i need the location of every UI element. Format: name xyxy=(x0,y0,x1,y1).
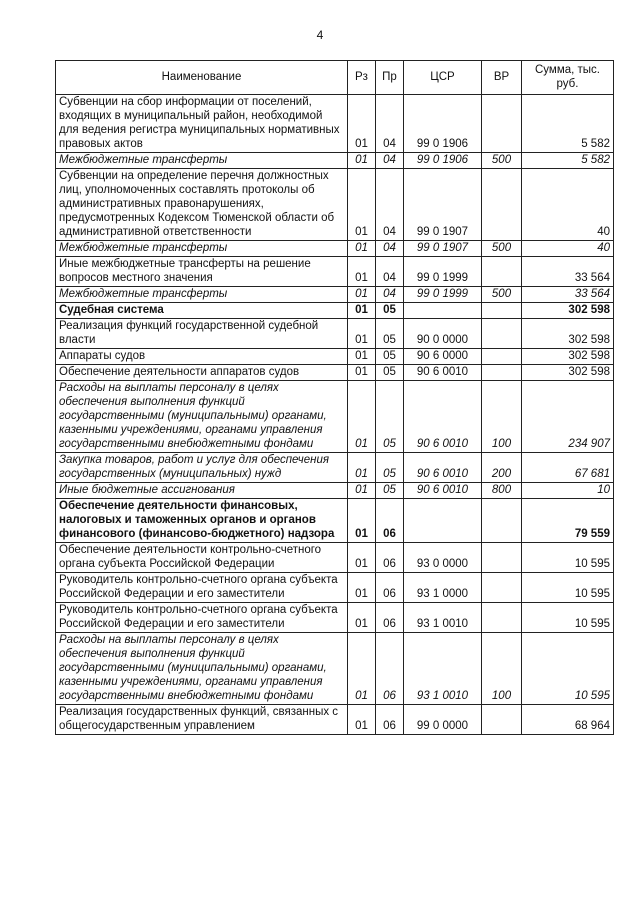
row-sum: 67 681 xyxy=(522,453,614,483)
table-row xyxy=(56,319,614,349)
row-sum: 234 907 xyxy=(522,381,614,453)
row-sum: 10 595 xyxy=(522,573,614,603)
row-name: Руководитель контрольно-счетного органа субъекта Российской Федерации и его заместители xyxy=(56,573,348,603)
row-vr: 100 xyxy=(482,381,522,453)
row-csr: 99 0 1906 xyxy=(404,153,482,169)
table-row xyxy=(56,349,614,365)
table-row xyxy=(56,573,614,603)
row-sum: 5 582 xyxy=(522,95,614,153)
table-header-row xyxy=(56,61,614,95)
row-csr: 93 1 0010 xyxy=(404,603,482,633)
row-name: Реализация государственных функций, связанных с общегосударственным управлением xyxy=(56,705,348,735)
row-vr xyxy=(482,169,522,241)
row-vr: 800 xyxy=(482,483,522,499)
row-vr xyxy=(482,499,522,543)
header-vr: ВР xyxy=(482,61,522,95)
row-pr: 04 xyxy=(376,241,404,257)
row-csr: 90 0 0000 xyxy=(404,319,482,349)
header-sum: Сумма, тыс. руб. xyxy=(522,61,614,95)
row-sum: 33 564 xyxy=(522,257,614,287)
row-pr: 06 xyxy=(376,633,404,705)
row-vr xyxy=(482,603,522,633)
row-rz: 01 xyxy=(348,95,376,153)
row-pr: 04 xyxy=(376,153,404,169)
table-row xyxy=(56,499,614,543)
row-sum: 10 595 xyxy=(522,603,614,633)
budget-table xyxy=(55,60,614,735)
row-rz: 01 xyxy=(348,153,376,169)
row-vr xyxy=(482,365,522,381)
page-number: 4 xyxy=(316,28,324,42)
row-rz: 01 xyxy=(348,543,376,573)
row-csr: 90 6 0000 xyxy=(404,349,482,365)
table-row xyxy=(56,303,614,319)
row-vr xyxy=(482,705,522,735)
row-vr: 500 xyxy=(482,287,522,303)
row-vr xyxy=(482,257,522,287)
row-pr: 05 xyxy=(376,453,404,483)
row-sum: 40 xyxy=(522,169,614,241)
row-sum: 302 598 xyxy=(522,303,614,319)
row-sum: 33 564 xyxy=(522,287,614,303)
header-rz: Рз xyxy=(348,61,376,95)
row-csr: 90 6 0010 xyxy=(404,365,482,381)
row-csr: 90 6 0010 xyxy=(404,381,482,453)
row-name: Реализация функций государственной судебной власти xyxy=(56,319,348,349)
row-vr xyxy=(482,349,522,365)
row-name: Субвенции на сбор информации от поселений, входящих в муниципальный район, необходимой для ведения регистра муниципальных нормативных правовых актов xyxy=(56,95,348,153)
row-csr: 93 0 0000 xyxy=(404,543,482,573)
row-rz: 01 xyxy=(348,453,376,483)
row-pr: 05 xyxy=(376,381,404,453)
row-sum: 10 595 xyxy=(522,543,614,573)
row-vr xyxy=(482,303,522,319)
row-sum: 5 582 xyxy=(522,153,614,169)
row-rz: 01 xyxy=(348,603,376,633)
row-sum: 40 xyxy=(522,241,614,257)
row-rz: 01 xyxy=(348,633,376,705)
table-row xyxy=(56,153,614,169)
row-pr: 04 xyxy=(376,287,404,303)
row-pr: 04 xyxy=(376,95,404,153)
row-rz: 01 xyxy=(348,319,376,349)
row-csr: 90 6 0010 xyxy=(404,453,482,483)
row-name: Обеспечение деятельности финансовых, налоговых и таможенных органов и органов финансового (финансово-бюджетного) надзора xyxy=(56,499,348,543)
table-row xyxy=(56,169,614,241)
row-csr: 93 1 0000 xyxy=(404,573,482,603)
row-pr: 06 xyxy=(376,603,404,633)
row-sum: 302 598 xyxy=(522,319,614,349)
table-row xyxy=(56,381,614,453)
row-sum: 302 598 xyxy=(522,349,614,365)
header-name: Наименование xyxy=(56,61,348,95)
row-csr: 99 0 1999 xyxy=(404,287,482,303)
row-csr: 99 0 1907 xyxy=(404,241,482,257)
table-row xyxy=(56,241,614,257)
row-vr: 100 xyxy=(482,633,522,705)
table-row xyxy=(56,365,614,381)
row-rz: 01 xyxy=(348,573,376,603)
row-sum: 79 559 xyxy=(522,499,614,543)
table-row xyxy=(56,603,614,633)
row-vr xyxy=(482,573,522,603)
row-rz: 01 xyxy=(348,483,376,499)
row-pr: 06 xyxy=(376,573,404,603)
row-sum: 10 595 xyxy=(522,633,614,705)
row-csr: 99 0 0000 xyxy=(404,705,482,735)
row-vr xyxy=(482,319,522,349)
row-name: Иные межбюджетные трансферты на решение вопросов местного значения xyxy=(56,257,348,287)
row-vr: 200 xyxy=(482,453,522,483)
row-rz: 01 xyxy=(348,381,376,453)
row-csr: 90 6 0010 xyxy=(404,483,482,499)
table-row xyxy=(56,287,614,303)
row-name: Закупка товаров, работ и услуг для обеспечения государственных (муниципальных) нужд xyxy=(56,453,348,483)
row-csr xyxy=(404,499,482,543)
row-rz: 01 xyxy=(348,169,376,241)
row-name: Расходы на выплаты персоналу в целях обеспечения выполнения функций государственными (муниципальными) органами, казенными учреждениями, органами управления государственными внебюджетными фондами xyxy=(56,633,348,705)
row-pr: 06 xyxy=(376,705,404,735)
row-sum: 302 598 xyxy=(522,365,614,381)
row-csr: 99 0 1999 xyxy=(404,257,482,287)
row-vr xyxy=(482,543,522,573)
row-csr: 99 0 1907 xyxy=(404,169,482,241)
table-row xyxy=(56,543,614,573)
row-rz: 01 xyxy=(348,287,376,303)
row-rz: 01 xyxy=(348,241,376,257)
table-row xyxy=(56,257,614,287)
row-name: Иные бюджетные ассигнования xyxy=(56,483,348,499)
row-name: Субвенции на определение перечня должностных лиц, уполномоченных составлять протоколы об административных правонарушениях, предусмотренных Кодексом Тюменской области об административной ответственности xyxy=(56,169,348,241)
row-pr: 06 xyxy=(376,499,404,543)
row-pr: 04 xyxy=(376,169,404,241)
row-pr: 05 xyxy=(376,319,404,349)
row-name: Руководитель контрольно-счетного органа субъекта Российской Федерации и его заместители xyxy=(56,603,348,633)
row-vr: 500 xyxy=(482,241,522,257)
row-csr: 93 1 0010 xyxy=(404,633,482,705)
row-pr: 05 xyxy=(376,303,404,319)
table-row xyxy=(56,633,614,705)
row-name: Межбюджетные трансферты xyxy=(56,241,348,257)
row-pr: 05 xyxy=(376,365,404,381)
row-name: Расходы на выплаты персоналу в целях обеспечения выполнения функций государственными (муниципальными) органами, казенными учреждениями, органами управления государственными внебюджетными фондами xyxy=(56,381,348,453)
header-pr: Пр xyxy=(376,61,404,95)
row-name: Обеспечение деятельности контрольно-счетного органа субъекта Российской Федерации xyxy=(56,543,348,573)
row-vr: 500 xyxy=(482,153,522,169)
row-name: Обеспечение деятельности аппаратов судов xyxy=(56,365,348,381)
table-row xyxy=(56,95,614,153)
table-row xyxy=(56,483,614,499)
row-sum: 10 xyxy=(522,483,614,499)
row-pr: 04 xyxy=(376,257,404,287)
row-pr: 05 xyxy=(376,483,404,499)
row-pr: 05 xyxy=(376,349,404,365)
row-sum: 68 964 xyxy=(522,705,614,735)
row-rz: 01 xyxy=(348,257,376,287)
row-rz: 01 xyxy=(348,349,376,365)
header-csr: ЦСР xyxy=(404,61,482,95)
row-name: Межбюджетные трансферты xyxy=(56,287,348,303)
row-pr: 06 xyxy=(376,543,404,573)
row-rz: 01 xyxy=(348,705,376,735)
row-csr: 99 0 1906 xyxy=(404,95,482,153)
row-rz: 01 xyxy=(348,365,376,381)
row-name: Аппараты судов xyxy=(56,349,348,365)
row-rz: 01 xyxy=(348,303,376,319)
row-name: Судебная система xyxy=(56,303,348,319)
table-row xyxy=(56,705,614,735)
table-row xyxy=(56,453,614,483)
row-vr xyxy=(482,95,522,153)
row-csr xyxy=(404,303,482,319)
row-rz: 01 xyxy=(348,499,376,543)
row-name: Межбюджетные трансферты xyxy=(56,153,348,169)
